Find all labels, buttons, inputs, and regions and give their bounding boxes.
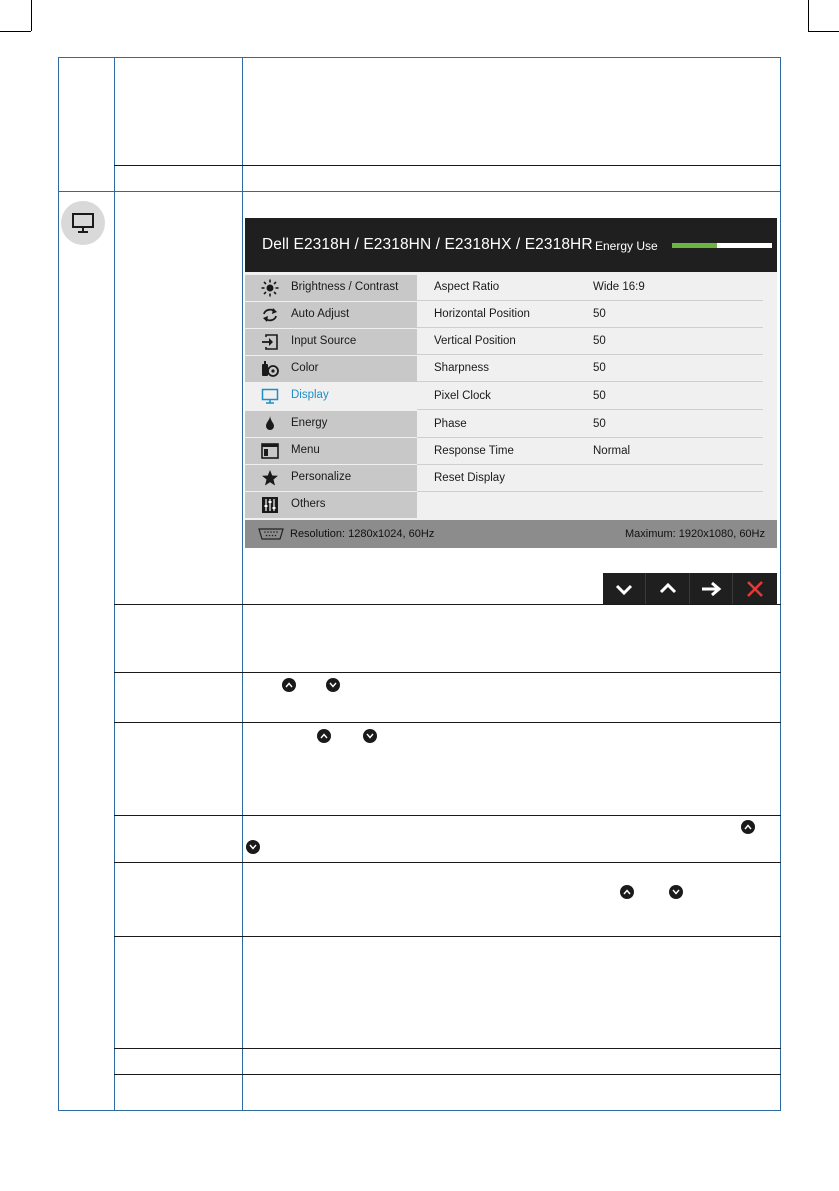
up-button[interactable]	[647, 573, 690, 604]
current-resolution: Resolution: 1280x1024, 60Hz	[290, 528, 435, 540]
table-row-divider	[114, 862, 781, 863]
menu-item-brightness-contrast[interactable]	[245, 275, 417, 301]
menu-item-label: Menu	[291, 444, 320, 456]
maximum-resolution: Maximum: 1920x1080, 60Hz	[624, 528, 765, 540]
menu-item-auto-adjust[interactable]	[245, 302, 417, 328]
menu-item-label: Brightness / Contrast	[291, 281, 399, 293]
energy-use-meter	[672, 243, 772, 248]
setting-label: Vertical Position	[434, 335, 516, 347]
up-button-icon	[317, 729, 331, 743]
crop-mark-top-left-h	[0, 31, 31, 32]
menu-item-display[interactable]	[245, 383, 417, 409]
table-row-divider	[114, 165, 781, 166]
menu-item-color[interactable]	[245, 356, 417, 382]
menu-item-label: Others	[291, 498, 326, 510]
vga-connector-icon	[257, 528, 285, 540]
setting-value: 50	[593, 335, 606, 347]
energy-use-fill	[672, 243, 717, 248]
setting-value: 50	[593, 418, 606, 430]
up-button-icon	[620, 885, 634, 899]
crop-mark-top-right-v	[808, 0, 809, 31]
down-button-icon	[246, 840, 260, 854]
menu-item-label: Energy	[291, 417, 328, 429]
setting-label: Reset Display	[434, 472, 505, 484]
up-arrow-icon	[658, 579, 678, 599]
up-button-icon	[741, 820, 755, 834]
setting-horizontal-position[interactable]	[417, 301, 763, 328]
setting-value: Wide 16:9	[593, 281, 645, 293]
setting-label: Horizontal Position	[434, 308, 530, 320]
others-icon	[261, 496, 279, 514]
input-source-icon	[261, 333, 279, 351]
table-row-divider	[114, 1074, 781, 1075]
down-arrow-icon	[614, 579, 634, 599]
right-arrow-icon	[701, 579, 723, 599]
setting-sharpness[interactable]	[417, 355, 763, 382]
setting-vertical-position[interactable]	[417, 328, 763, 355]
osd-status-bar	[245, 520, 777, 548]
energy-use-label: Energy Use	[595, 239, 658, 253]
setting-reset-display[interactable]	[417, 465, 763, 492]
setting-label: Response Time	[434, 445, 514, 457]
table-row-divider	[114, 936, 781, 937]
menu-item-others[interactable]	[245, 492, 417, 518]
down-button-icon	[326, 678, 340, 692]
setting-label: Phase	[434, 418, 467, 430]
setting-value: 50	[593, 362, 606, 374]
brightness-icon	[261, 279, 279, 297]
enter-button[interactable]	[690, 573, 733, 604]
setting-label: Sharpness	[434, 362, 489, 374]
setting-label: Pixel Clock	[434, 390, 491, 402]
close-icon	[745, 579, 765, 599]
table-row-divider	[114, 815, 781, 816]
energy-icon	[261, 415, 279, 433]
color-icon	[261, 360, 279, 378]
setting-pixel-clock[interactable]	[417, 383, 763, 410]
display-icon	[261, 387, 279, 405]
setting-label: Aspect Ratio	[434, 281, 500, 293]
menu-item-label: Input Source	[291, 335, 357, 347]
exit-button[interactable]	[734, 573, 777, 604]
table-row-divider	[58, 191, 781, 192]
table-column-divider-1	[114, 57, 115, 1111]
table-row-divider	[114, 1048, 781, 1049]
osd-navigation-buttons	[603, 573, 777, 604]
menu-item-menu[interactable]	[245, 438, 417, 464]
osd-header	[245, 218, 777, 272]
menu-item-label: Auto Adjust	[291, 308, 350, 320]
table-row-divider	[114, 672, 781, 673]
auto-adjust-icon	[261, 306, 279, 324]
personalize-icon	[261, 469, 279, 487]
menu-item-label: Personalize	[291, 471, 352, 483]
table-column-divider-2	[242, 57, 243, 1111]
down-button-icon	[363, 729, 377, 743]
setting-phase[interactable]	[417, 411, 763, 438]
menu-item-label: Display	[291, 389, 329, 401]
table-row-divider	[114, 604, 781, 605]
display-section-badge	[61, 201, 105, 245]
table-row-divider	[114, 722, 781, 723]
osd-title: Dell E2318H / E2318HN / E2318HX / E2318HR	[262, 236, 593, 253]
crop-mark-top-right-h	[808, 31, 839, 32]
monitor-icon	[71, 211, 95, 235]
setting-value: 50	[593, 308, 606, 320]
setting-value: 50	[593, 390, 606, 402]
menu-icon	[261, 442, 279, 460]
down-button[interactable]	[603, 573, 646, 604]
menu-item-input-source[interactable]	[245, 329, 417, 355]
menu-item-personalize[interactable]	[245, 465, 417, 491]
setting-response-time[interactable]	[417, 438, 763, 465]
crop-mark-top-left-v	[31, 0, 32, 31]
down-button-icon	[669, 885, 683, 899]
up-button-icon	[282, 678, 296, 692]
osd-menu	[245, 218, 777, 548]
setting-aspect-ratio[interactable]	[417, 274, 763, 301]
menu-item-energy[interactable]	[245, 411, 417, 437]
setting-value: Normal	[593, 445, 631, 457]
menu-item-label: Color	[291, 362, 319, 374]
